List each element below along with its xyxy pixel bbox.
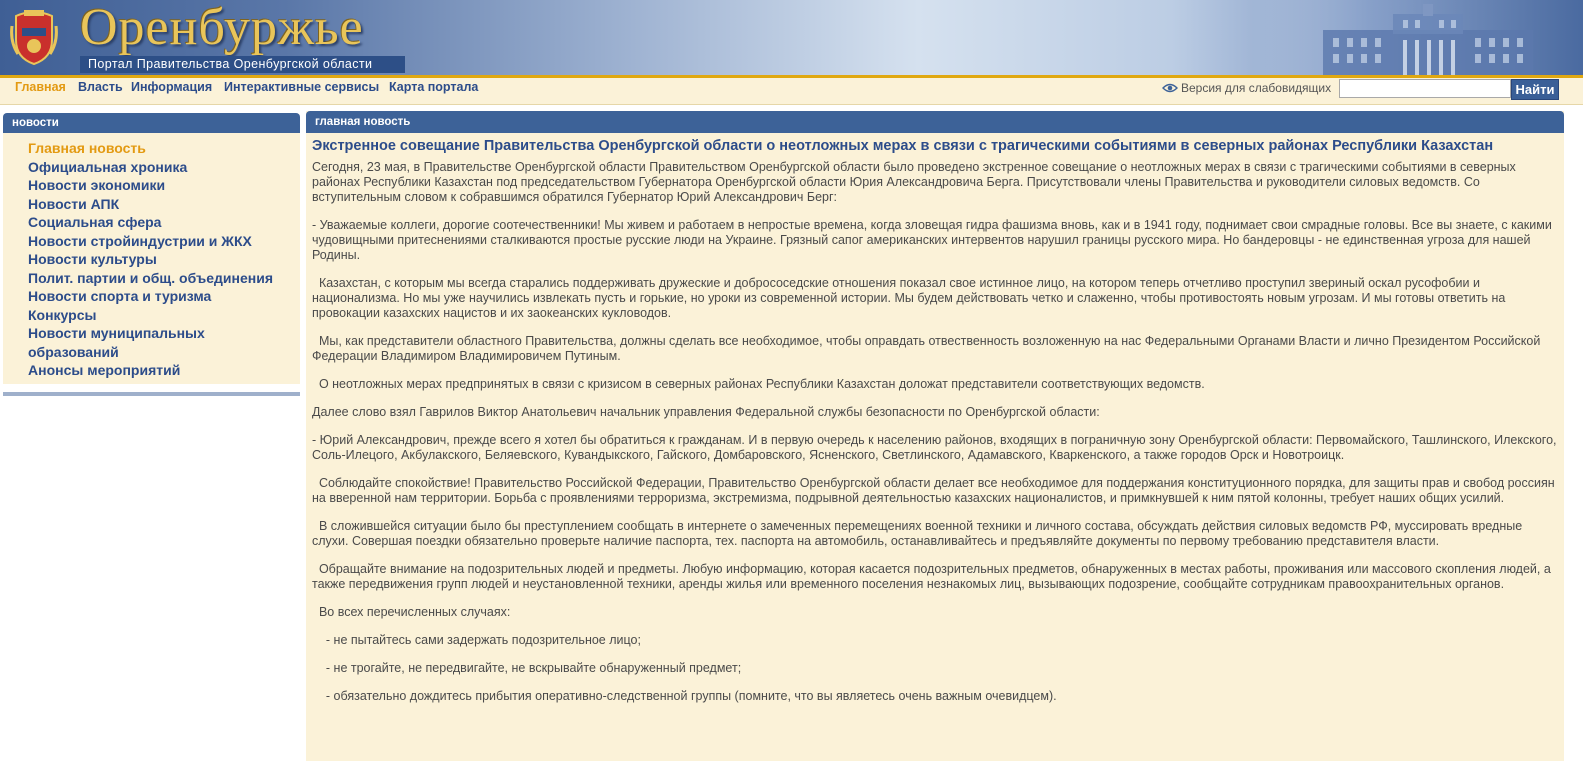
sidebar-bottom-divider [3, 392, 300, 396]
sidebar-item-political-parties[interactable]: Полит. партии и общ. объединения [28, 269, 273, 286]
site-title[interactable]: Оренбуржье [80, 0, 364, 56]
sidebar-item-official-chronicle[interactable]: Официальная хроника [28, 158, 188, 175]
article-paragraph: - не трогайте, не передвигайте, не вскрывайте обнаруженный предмет; [312, 661, 742, 675]
main-heading: главная новость [306, 111, 1564, 133]
site-subtitle: Портал Правительства Оренбургской области [88, 57, 373, 71]
site-header [0, 0, 1583, 75]
sidebar-item-economy-news[interactable]: Новости экономики [28, 177, 166, 193]
article-body [306, 160, 1564, 704]
article-paragraph: Соблюдайте спокойствие! Правительство Российской Федерации, Правительство Оренбургской области делает все необходимое для поддержания конституционного порядка, для защиты прав и свобод россиян на вверенной нам территории. Борьба с проявлениями терроризма, экстремизма, подрывной деятельностью казахских националистов, и примкнувшей к ним пятой колонны, требует наших общих усилий. [312, 476, 1559, 505]
sidebar-item-municipal-news[interactable]: Новости муниципальных образований [28, 325, 205, 360]
sidebar-item-contests[interactable]: Конкурсы [28, 306, 97, 323]
coat-of-arms-icon [10, 6, 58, 66]
sidebar-item-social-sphere[interactable]: Социальная сфера [28, 214, 162, 230]
article-paragraph: Сегодня, 23 мая, в Правительстве Оренбургской области Правительством Оренбургской области было проведено экстренное совещание о неотложных мерах в связи с трагическими событиями в северных районах Республики Казахстан под председательством Губернатора Оренбургской области Юрия Александровича Берга. Присутствовали члены Правительства и руководители силовых ведомств. Со вступительным словом к собравшимся обратился Губернатор Юрий Александрович Берг: [312, 160, 1520, 204]
sidebar-item-apk-news[interactable]: Новости АПК [28, 195, 120, 212]
article-paragraph: Мы, как представители областного Правительства, должны сделать все необходимое, чтобы оправдать отвественность возложенную на нас Федеральными Органами Власти и лично Президентом Российской Федерации Владимиром Владимировичем Путиным. [312, 334, 1544, 363]
article-paragraph: Далее слово взял Гаврилов Виктор Анатольевич начальник управления Федеральной службы безопасности по Оренбургской области: [312, 405, 1100, 419]
article-paragraph: Обращайте внимание на подозрительных людей и предметы. Любую информацию, которая касается подозрительных предметов, обнаруженных в местах работы, проживания или массового скопления людей, а также передвижения групп людей и неустановленной техники, аренды жилья или временного поселения незнакомых лиц, вызывающих подозрение, сообщайте сотрудникам правоохранительных органов. [312, 562, 1555, 591]
nav-item-information[interactable]: Информация [131, 80, 213, 94]
article-paragraph: - Юрий Александрович, прежде всего я хотел бы обратиться к гражданам. И в первую очередь к населению районов, входящих в пограничную зону Оренбургской области: Первомайского, Ташлинского, Илекского, Соль-Илецого, Акбулакского, Беляевского, Кувандыкского, Гайского, Домбаровского, Ясненского, Светлинского, Адамавского, Кваркенского, а также городов Орск и Новотроицк. [312, 433, 1560, 462]
main-news-panel [306, 111, 1564, 761]
sidebar-item-event-announcements[interactable]: Анонсы мероприятий [28, 362, 181, 378]
top-navigation [0, 75, 1583, 105]
nav-item-home[interactable]: Главная [15, 80, 66, 94]
sidebar-heading: новости [3, 113, 300, 133]
sidebar-item-construction-news[interactable]: Новости стройиндустрии и ЖКХ [28, 232, 252, 249]
article-paragraph: В сложившейся ситуации было бы преступлением сообщать в интернете о замеченных перемещениях военной техники и личного состава, обсуждать действия силовых ведомств РФ, муссировать вредные слухи. Совершая поездки обязательно проверьте наличие паспорта, тех. паспорта на автомобиль, останавливайтесь и предъявляйте документы по первому требованию представителя власти. [312, 519, 1526, 548]
search-button[interactable]: Найти [1511, 79, 1559, 100]
sidebar-item-culture-news[interactable]: Новости культуры [28, 251, 157, 267]
article-paragraph: - Уважаемые коллеги, дорогие соотечественники! Мы живем и работаем в непростые времена, когда зловещая гидра фашизма вновь, как и в 1941 году, поднимает свои смрадные головы. Все вы знаете, с какими чудовищными притеснениями сталкиваются простые русские люди на Украине. Грязный сапог американских интервентов нарушил границы русского мира. Но бандеровцы - не единственная угроза для нашей Родины. [312, 218, 1556, 262]
nav-item-sitemap[interactable]: Карта портала [389, 80, 479, 94]
article-paragraph: - обязательно дождитесь прибытия оперативно-следственной группы (помните, что вы являетесь очень важным очевидцем). [312, 689, 1057, 703]
news-sidebar [3, 113, 300, 396]
article-paragraph: Казахстан, с которым мы всегда старались поддерживать дружеские и добрососедские отношения показал свое истинное лицо, на котором теперь отчетливо проступил звериный оскал русофобии и национализма. Но мы уже научились извлекать пусть и горькие, но уроки из современной истории. Мы будем действовать четко и слаженно, чтобы противостоять новым угрозам. И мы готовы ответить на провокации казахских нацистов и их заокеанских кукловодов. [312, 276, 1509, 320]
accessibility-label: Версия для слабовидящих [1181, 81, 1332, 95]
article-paragraph: Во всех перечисленных случаях: [312, 605, 511, 619]
article-paragraph: - не пытайтесь сами задержать подозрительное лицо; [312, 633, 641, 647]
article-headline: Экстренное совещание Правительства Оренбургской области о неотложных мерах в связи с трагическими событиями в северных районах Республики Казахстан [312, 138, 1494, 154]
nav-item-interactive-services[interactable]: Интерактивные сервисы [224, 80, 380, 94]
sidebar-item-main-news[interactable]: Главная новость [28, 140, 146, 156]
nav-item-power[interactable]: Власть [78, 80, 123, 94]
government-building-photo [1253, 0, 1583, 75]
search-input[interactable] [1339, 79, 1511, 98]
sidebar-menu [3, 133, 300, 384]
article-paragraph: О неотложных мерах предпринятых в связи с кризисом в северных районах Республики Казахстан доложат представители соответствующих ведомств. [312, 377, 1205, 391]
sidebar-item-sport-tourism-news[interactable]: Новости спорта и туризма [28, 288, 212, 304]
eye-icon [1162, 83, 1178, 93]
accessibility-link[interactable] [1162, 81, 1331, 95]
